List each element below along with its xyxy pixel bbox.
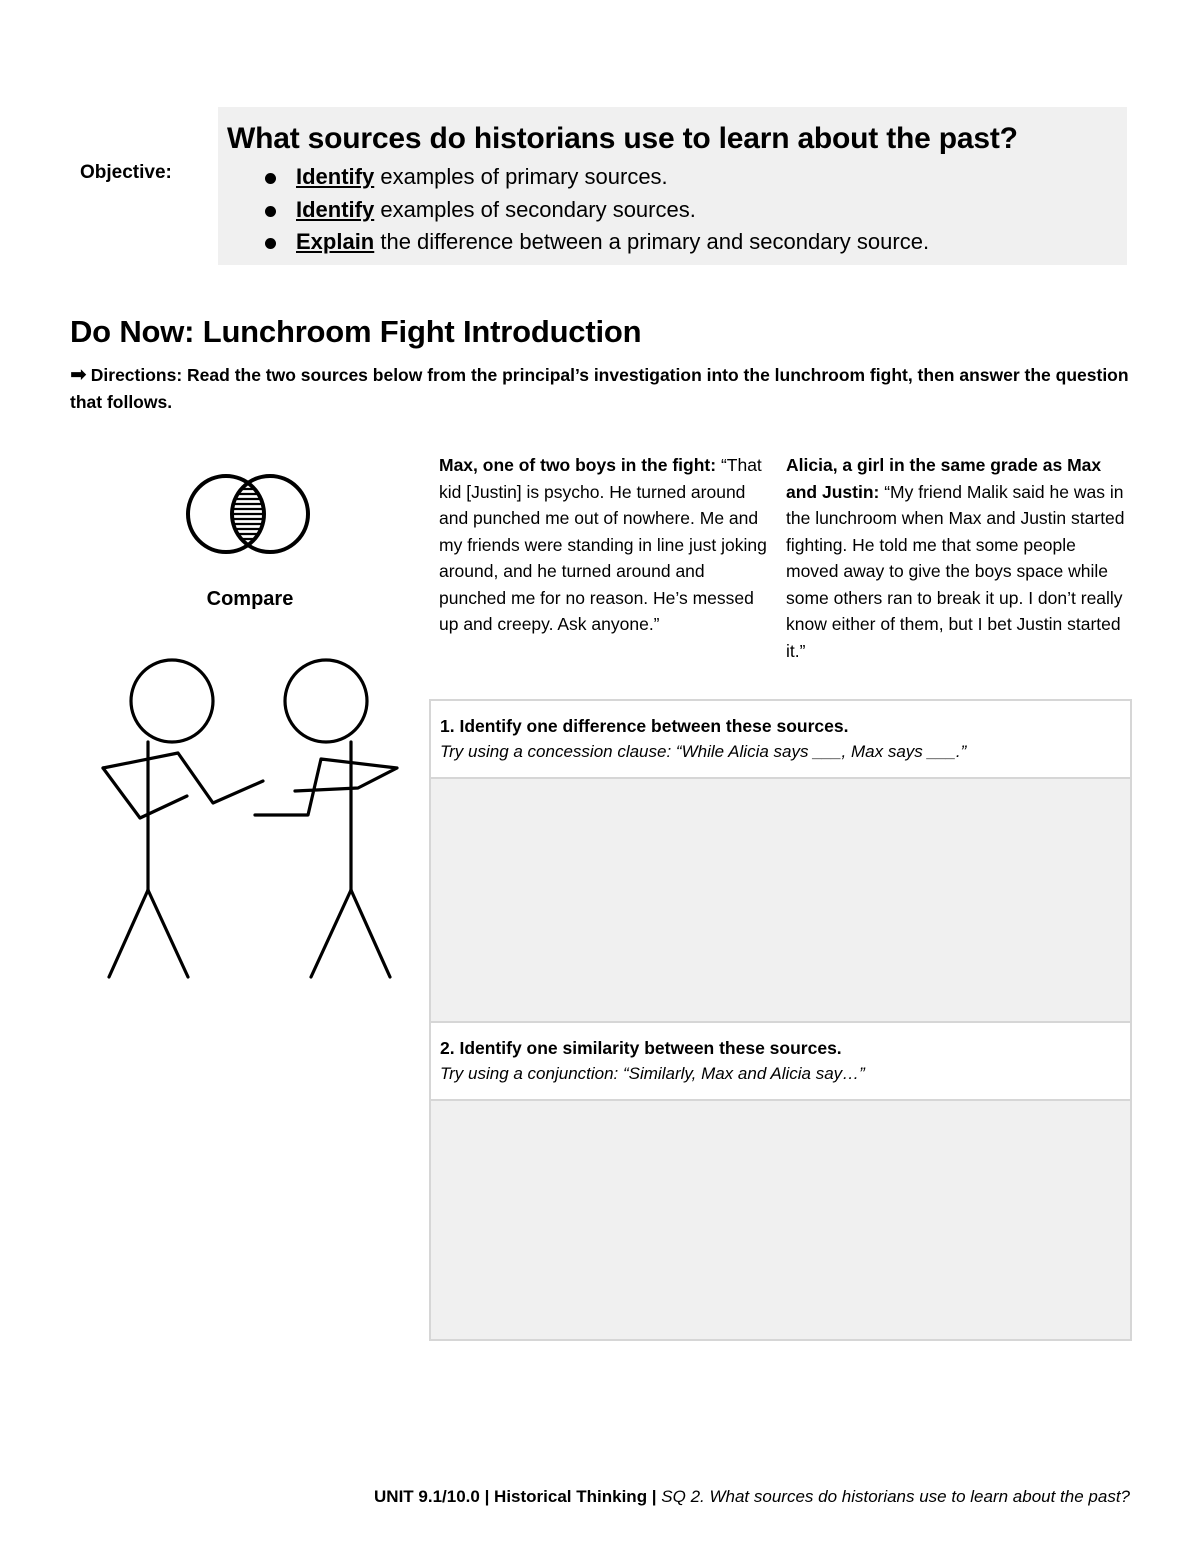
arrow-right-icon: ➡ [70, 364, 87, 386]
do-now-title: Do Now: Lunchroom Fight Introduction [70, 314, 642, 349]
venn-diagram-icon [186, 470, 314, 560]
source-alicia [786, 452, 1131, 664]
source-max [439, 452, 775, 638]
objective-item [227, 194, 1117, 227]
answer-area[interactable] [431, 779, 1130, 1021]
objective-item [227, 161, 1117, 194]
bullet-icon [265, 173, 276, 184]
objective-list [227, 161, 1117, 259]
directions [70, 362, 1130, 416]
objective-label: Objective: [80, 162, 172, 183]
question-header [431, 1023, 1130, 1101]
answer-input-similarity[interactable] [431, 1101, 1130, 1339]
question-box-similarity [429, 1021, 1132, 1341]
footer-question: SQ 2. What sources do historians use to learn about the past? [661, 1487, 1130, 1506]
question-header [431, 701, 1130, 779]
stick-figures-fighting-illustration [95, 655, 405, 985]
question-hint: Try using a concession clause: “While Alicia says ___, Max says ___.” [440, 742, 967, 761]
source-speaker: Max, one of two boys in the fight: [439, 455, 717, 475]
objective-text: examples of secondary sources. [374, 196, 696, 222]
source-speaker: Alicia, a girl in the same grade as Max and Justin: [786, 455, 1102, 502]
objective-verb: Identify [296, 196, 375, 222]
objective-verb: Explain [296, 229, 375, 254]
answer-area[interactable] [431, 1101, 1130, 1339]
bullet-icon [265, 206, 276, 217]
objective-text: examples of primary sources. [374, 164, 668, 189]
question-title: 1. Identify one difference between these sources. [440, 716, 849, 736]
objective-question: What sources do historians use to learn about the past? [227, 122, 1018, 155]
question-box-difference [429, 699, 1132, 1023]
directions-text: Directions: Read the two sources below from the principal’s investigation into the lunchroom fight, then answer the question that follows. [70, 365, 1129, 412]
objective-item [227, 226, 1117, 259]
objective-verb: Identify [296, 164, 375, 189]
source-quote: “My friend Malik said he was in the lunchroom when Max and Justin started fighting. He told me that some people moved away to give the boys space while some others ran to break it up. I don’t really know either of them, but I bet Justin started it.” [786, 481, 1125, 661]
source-quote: “That kid [Justin] is psycho. He turned around and punched me out of nowhere. Me and my friends were standing in line just joking around, and he turned around and punched me for no reason. He’s messed up and creepy. Ask anyone.” [439, 455, 767, 634]
compare-label: Compare [206, 588, 294, 610]
answer-input-difference[interactable] [431, 779, 1130, 1021]
objective-box [218, 107, 1127, 265]
question-hint: Try using a conjunction: “Similarly, Max and Alicia say…” [440, 1064, 865, 1083]
bullet-icon [265, 238, 276, 249]
page-footer [374, 1487, 1130, 1507]
question-title: 2. Identify one similarity between these sources. [440, 1038, 842, 1058]
objective-text: the difference between a primary and secondary source. [374, 229, 930, 254]
footer-unit: UNIT 9.1/10.0 | Historical Thinking | [374, 1487, 662, 1506]
